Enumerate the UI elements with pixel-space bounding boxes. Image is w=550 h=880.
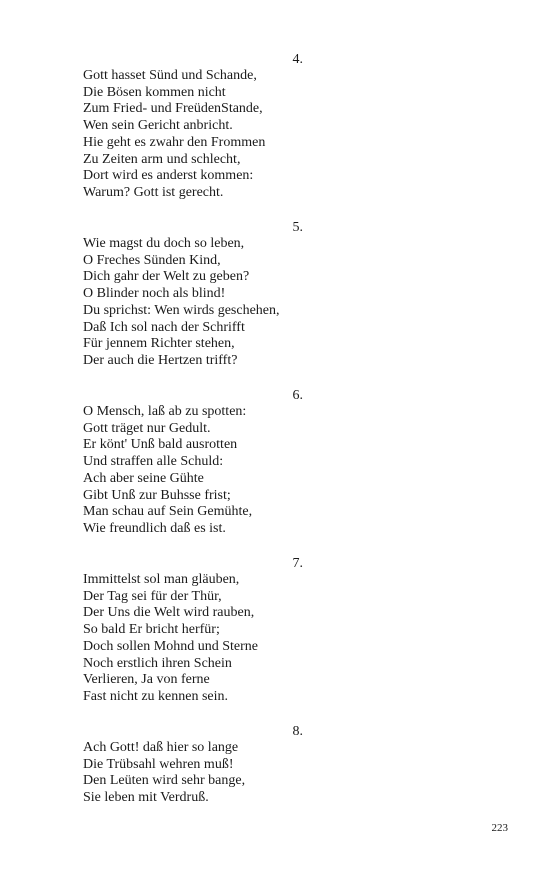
verse-line: Wie freundlich daß es ist. bbox=[83, 520, 226, 536]
verse-line: O Blinder noch als blind! bbox=[83, 286, 226, 302]
stanza-number: 7. bbox=[292, 556, 303, 571]
verse-line: Du sprichst: Wen wirds geschehen, bbox=[83, 302, 280, 318]
verse-line: Ach Gott! daß hier so lange bbox=[83, 740, 239, 755]
stanza-number: 5. bbox=[292, 220, 303, 235]
stanza-4 bbox=[83, 51, 313, 202]
verse-line: So bald Er bricht herfür; bbox=[83, 622, 220, 638]
verse-line: Er könt' Unß bald ausrotten bbox=[83, 437, 238, 453]
verse-line: Ach aber seine Gühte bbox=[83, 470, 204, 486]
verse-line: Hie geht es zwahr den Frommen bbox=[83, 134, 266, 150]
stanza-7 bbox=[83, 555, 313, 706]
stanza-6 bbox=[83, 387, 313, 538]
verse-line: Dort wird es anderst kommen: bbox=[83, 168, 254, 184]
verse-line: Sie leben mit Verdruß. bbox=[83, 790, 209, 806]
verse-line: Fast nicht zu kennen sein. bbox=[83, 688, 229, 704]
stanza-number: 8. bbox=[292, 724, 303, 739]
verse-line: Und straffen alle Schuld: bbox=[83, 454, 224, 470]
verse-line: Warum? Gott ist gerecht. bbox=[83, 184, 224, 200]
verse-line: Der Uns die Welt wird rauben, bbox=[83, 605, 255, 621]
verse-line: Daß Ich sol nach der Schrifft bbox=[83, 319, 245, 335]
verse-line: Wen sein Gericht anbricht. bbox=[83, 118, 233, 134]
verse-line: Die Trübsahl wehren muß! bbox=[83, 756, 234, 772]
verse-line: Man schau auf Sein Gemühte, bbox=[83, 504, 253, 520]
page-number: 223 bbox=[491, 822, 508, 834]
verse-line: Der auch die Hertzen trifft? bbox=[83, 352, 238, 368]
stanza-8 bbox=[83, 723, 313, 807]
verse-line: Noch erstlich ihren Schein bbox=[83, 655, 232, 671]
verse-line: O Mensch, laß ab zu spotten: bbox=[83, 404, 247, 419]
verse-line: Zu Zeiten arm und schlecht, bbox=[83, 151, 241, 167]
verse-line: Für jennem Richter stehen, bbox=[83, 336, 235, 352]
verse-line: Der Tag sei für der Thür, bbox=[83, 588, 222, 604]
verse-line: Die Bösen kommen nicht bbox=[83, 84, 226, 100]
verse-line: Verlieren, Ja von ferne bbox=[83, 672, 210, 688]
verse-line: Immittelst sol man gläuben, bbox=[83, 572, 240, 587]
verse-line: Dich gahr der Welt zu geben? bbox=[83, 269, 250, 285]
verse-line: O Freches Sünden Kind, bbox=[83, 252, 221, 268]
verse-line: Doch sollen Mohnd und Sterne bbox=[83, 638, 258, 654]
verse-line: Gibt Unß zur Buhsse frist; bbox=[83, 487, 231, 503]
stanza-number: 4. bbox=[292, 52, 303, 67]
stanza-number: 6. bbox=[292, 388, 303, 403]
verse-line: Den Leüten wird sehr bange, bbox=[83, 773, 246, 789]
verse-line: Wie magst du doch so leben, bbox=[83, 236, 245, 251]
verse-line: Zum Fried- und FreüdenStande, bbox=[83, 101, 263, 117]
stanza-5 bbox=[83, 219, 313, 370]
verse-line: Gott hasset Sünd und Schande, bbox=[83, 68, 257, 83]
verse-line: Gott träget nur Gedult. bbox=[83, 420, 211, 436]
